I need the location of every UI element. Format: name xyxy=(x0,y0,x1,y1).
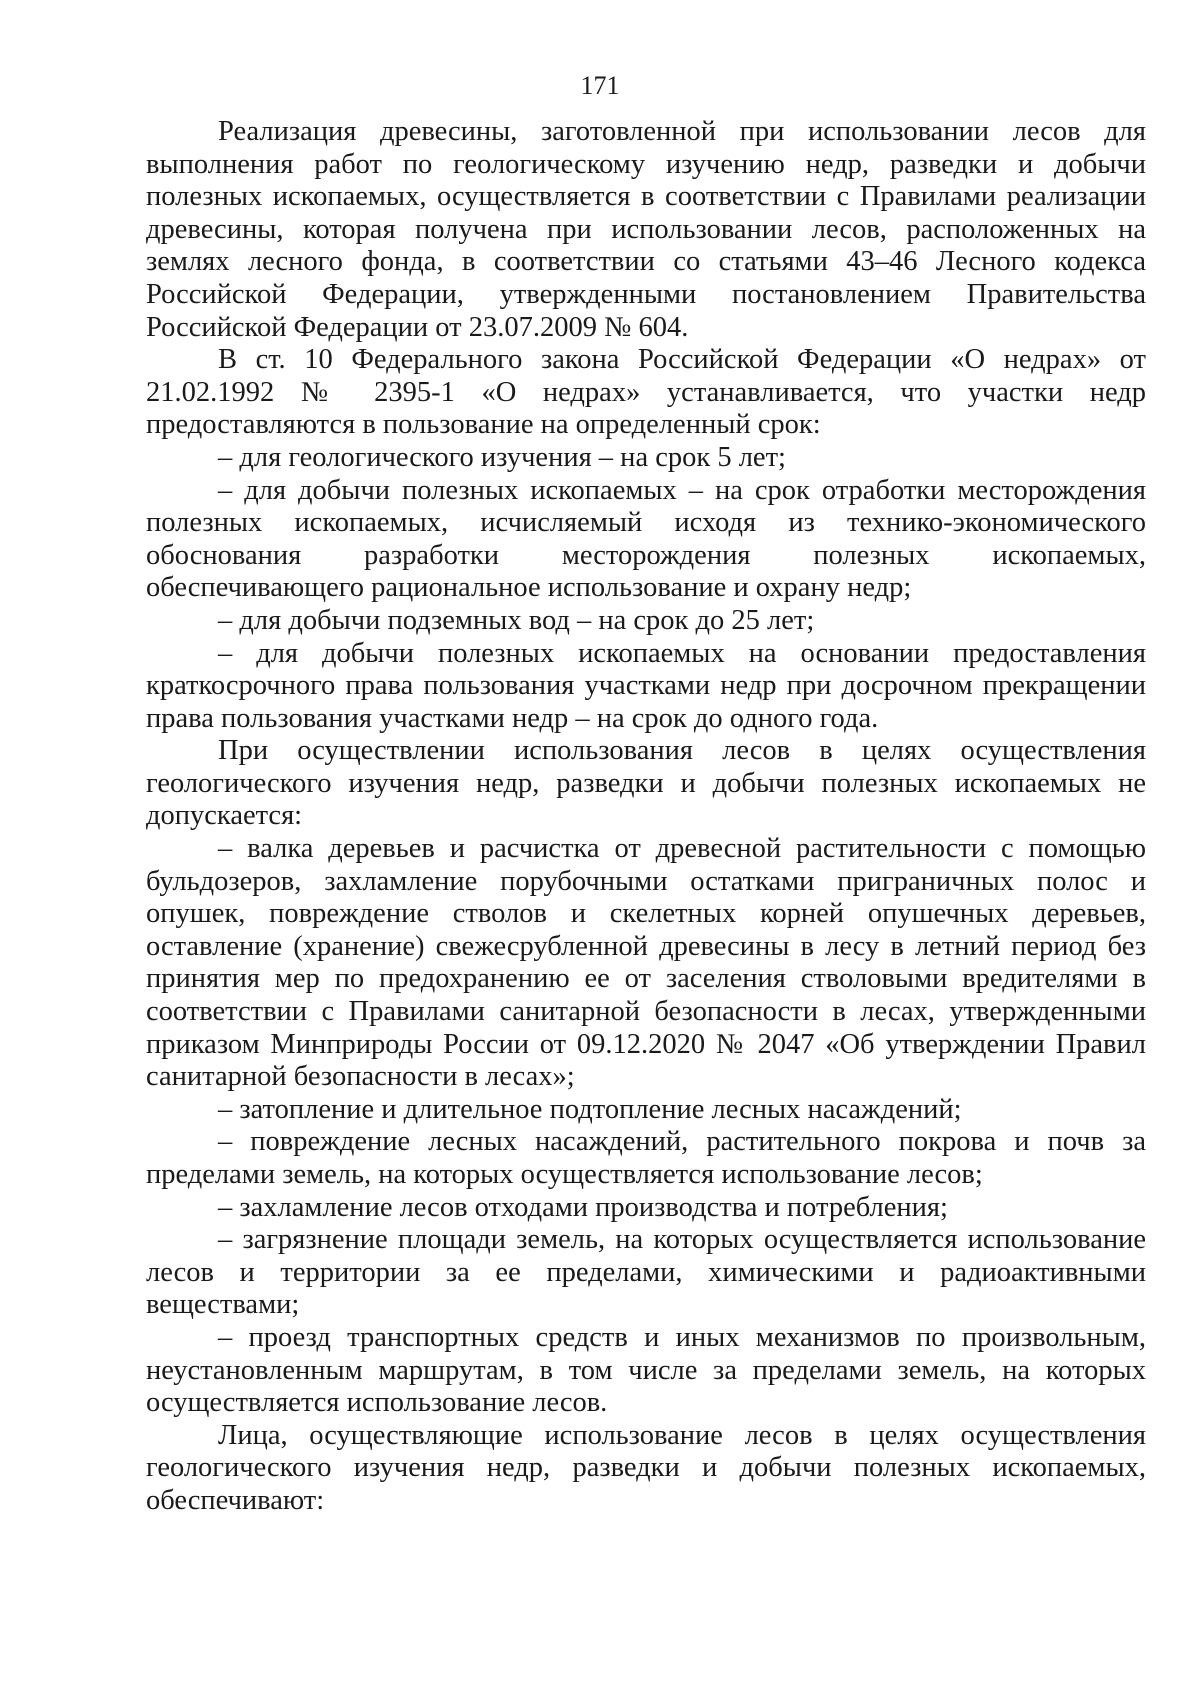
list-item-littering: – захламление лесов отходами производства и потребления; xyxy=(218,1191,948,1223)
list-item-tree-felling: – валка деревьев и расчистка от древесной растительности с помощью бульдозеров, захламление порубочными остатками приграничных полос и опушек, повреждение стволов и скелетных корней опушечных деревьев, оставление (хранение) свежесрубленной древесины в лесу в летний период без принятия мер по предохранению ее от заселения стволовыми вредителями в соответствии с Правилами санитарной безопасности в лесах, утвержденными приказом Минприроды России от 09.12.2020 № 2047 «Об утверждении Правил санитарной безопасности в лесах»; xyxy=(146,833,1146,1093)
list-item-groundwater: – для добычи подземных вод – на срок до 25 лет; xyxy=(218,604,815,636)
list-item-short-term-right: – для добычи полезных ископаемых на основании предоставления краткосрочного права пользования участками недр при досрочном прекращении права пользования участками недр – на срок до одного года. xyxy=(146,637,1146,734)
paragraph-timber-sale: Реализация древесины, заготовленной при использовании лесов для выполнения работ по геологическому изучению недр, разведки и добычи полезных ископаемых, осуществляется в соответствии с Правилами реализации древесины, которая получена при использовании лесов, расположенных на землях лесного фонда, в соответствии со статьями 43–46 Лесного кодекса Российской Федерации, утвержденными постановлением Правительства Российской Федерации от 23.07.2009 № 604. xyxy=(146,116,1146,343)
page-number: 171 xyxy=(580,71,620,100)
list-item-pollution: – загрязнение площади земель, на которых осуществляется использование лесов и территории за ее пределами, химическими и радиоактивными веществами; xyxy=(146,1224,1146,1321)
list-item-damage: – повреждение лесных насаждений, растительного покрова и почв за пределами земель, на которых осуществляется использование лесов; xyxy=(146,1126,1146,1190)
document-body xyxy=(146,116,1146,1518)
list-item-geological-study: – для геологического изучения – на срок 5 лет; xyxy=(218,441,786,473)
paragraph-obligations: Лица, осуществляющие использование лесов в целях осуществления геологического изучения недр, разведки и добычи полезных ископаемых, обеспечивают: xyxy=(146,1419,1146,1516)
paragraph-not-allowed: При осуществлении использования лесов в целях осуществления геологического изучения недр, разведки и добычи полезных ископаемых не допускается: xyxy=(146,735,1146,832)
paragraph-subsoil-law: В ст. 10 Федерального закона Российской Федерации «О недрах» от 21.02.1992 № 2395-1 «О недрах» устанавливается, что участки недр предоставляются в пользование на определенный срок: xyxy=(146,344,1146,441)
list-item-flooding: – затопление и длительное подтопление лесных насаждений; xyxy=(218,1093,962,1125)
list-item-vehicle-traffic: – проезд транспортных средств и иных механизмов по произвольным, неустановленным маршрутам, в том числе за пределами земель, на которых осуществляется использование лесов. xyxy=(146,1321,1146,1419)
list-item-mineral-extraction: – для добычи полезных ископаемых – на срок отработки месторождения полезных ископаемых, исчисляемый исходя из технико-экономического обоснования разработки месторождения полезных ископаемых, обеспечивающего рациональное использование и охрану недр; xyxy=(146,474,1146,604)
